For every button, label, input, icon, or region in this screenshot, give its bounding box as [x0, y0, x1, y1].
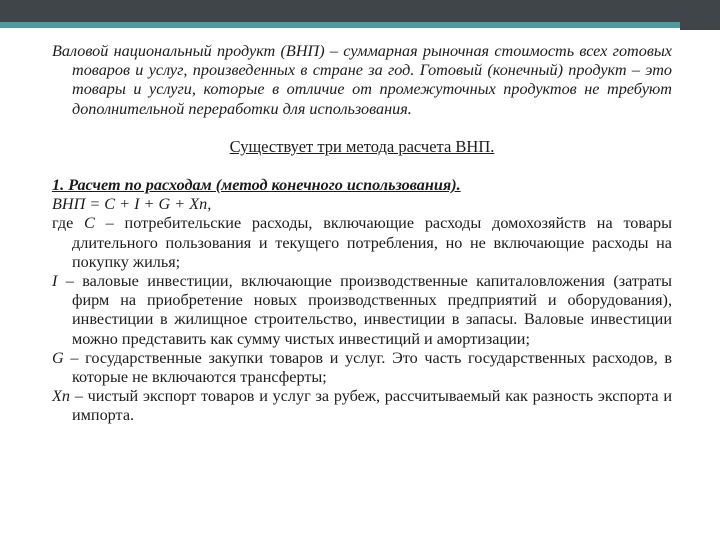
gnp-definition — [52, 42, 672, 119]
slide-header-accent-stripe — [0, 22, 680, 28]
definition-term: Валовой национальный продукт (ВНП) — [52, 42, 325, 60]
term-text: – чистый экспорт товаров и услуг за рубеж, рассчитываемый как разность экспорта и импорта. — [69, 387, 672, 425]
term-symbol: G — [52, 348, 64, 367]
formula-term-i — [52, 272, 672, 349]
term-text: – государственные закупки товаров и услуг. Это часть государственных расходов, в которые не включаются трансферты; — [63, 348, 672, 387]
formula-term-g — [52, 349, 672, 387]
term-text: – потребительские расходы, включающие расходы домохозяйств на товары длительного пользования и текущего потребления, но не включающие расходы на покупку жилья; — [72, 214, 672, 271]
gnp-formula: ВНП = С + I + G + Хn, — [52, 195, 212, 214]
slide-content — [52, 42, 672, 426]
term-symbol: С — [84, 214, 95, 233]
definition-text: – суммарная рыночная стоимость всех готовых товаров и услуг, произведенных в стране за год. Готовый (конечный) продукт – это товары и услуги, которые в отличие от промежуточных продуктов не требуют дополнительной переработки для использования. — [72, 42, 672, 118]
formula-term-c — [52, 214, 672, 272]
slide-header-bar — [0, 0, 720, 24]
methods-title: Существует три метода расчета ВНП. — [229, 136, 495, 156]
formula-term-xn — [52, 387, 672, 425]
term-prefix: где — [52, 214, 85, 233]
slide-header-corner — [680, 0, 720, 30]
term-symbol: I — [52, 272, 58, 291]
method-1-title: 1. Расчет по расходам (метод конечного использования). — [52, 176, 461, 195]
term-symbol: Хn — [52, 387, 70, 406]
term-text: – валовые инвестиции, включающие производственные капиталовложения (затраты фирм на приобретение новых производственных предприятий и оборудования), инвестиции в жилищное строительство, инвестиции в запасы. Валовые инвестиции можно представить как сумму чистых инвестиций и амортизации; — [57, 272, 672, 348]
